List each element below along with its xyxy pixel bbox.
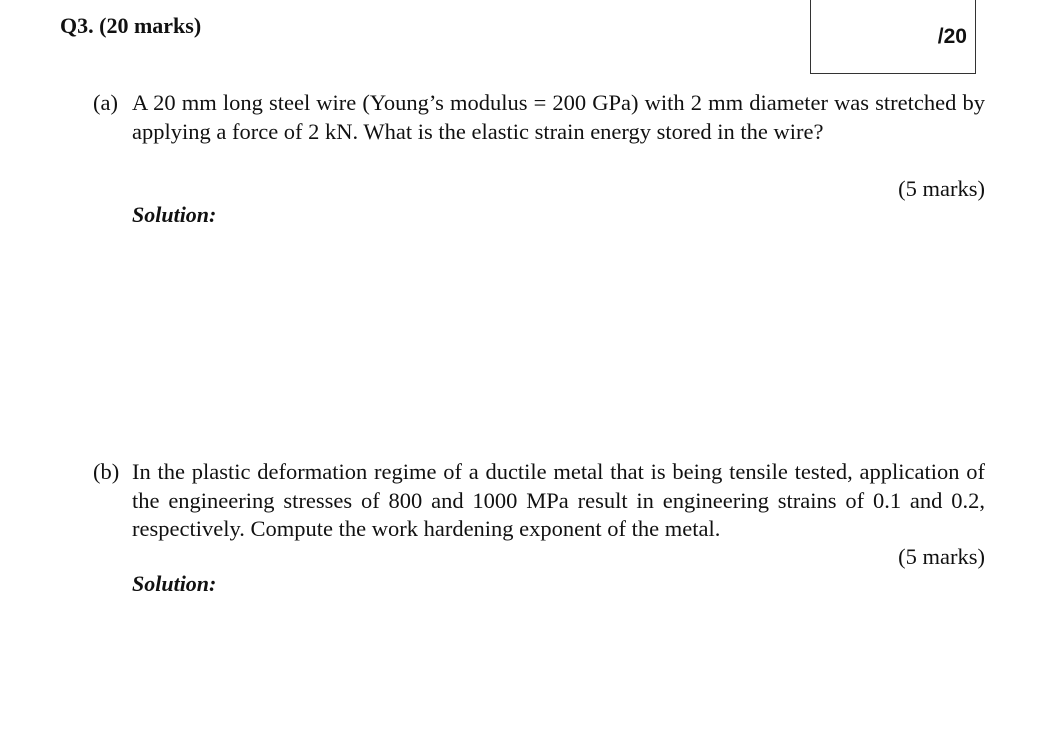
part-b-solution-label: Solution: bbox=[132, 571, 217, 596]
part-a-label: (a) bbox=[93, 90, 118, 115]
part-b bbox=[93, 458, 985, 544]
part-a-marks: (5 marks) bbox=[898, 176, 985, 201]
question-title: Q3. (20 marks) bbox=[60, 13, 202, 38]
part-b-text: In the plastic deformation regime of a ductile metal that is being tensile tested, application of the engineering stresses of 800 and 1000 MPa result in engineering strains of 0.1 and 0.2, respectively. Compute the work hardening exponent of the metal. bbox=[132, 459, 985, 541]
score-box bbox=[810, 0, 976, 74]
part-a-solution-label: Solution: bbox=[132, 202, 217, 227]
part-a-text: A 20 mm long steel wire (Young’s modulus = 200 GPa) with 2 mm diameter was stretched by applying a force of 2 kN. What is the elastic strain energy stored in the wire? bbox=[132, 90, 985, 144]
part-b-marks: (5 marks) bbox=[898, 544, 985, 569]
part-b-label: (b) bbox=[93, 459, 120, 484]
score-total: /20 bbox=[937, 25, 967, 48]
part-a bbox=[93, 89, 985, 146]
